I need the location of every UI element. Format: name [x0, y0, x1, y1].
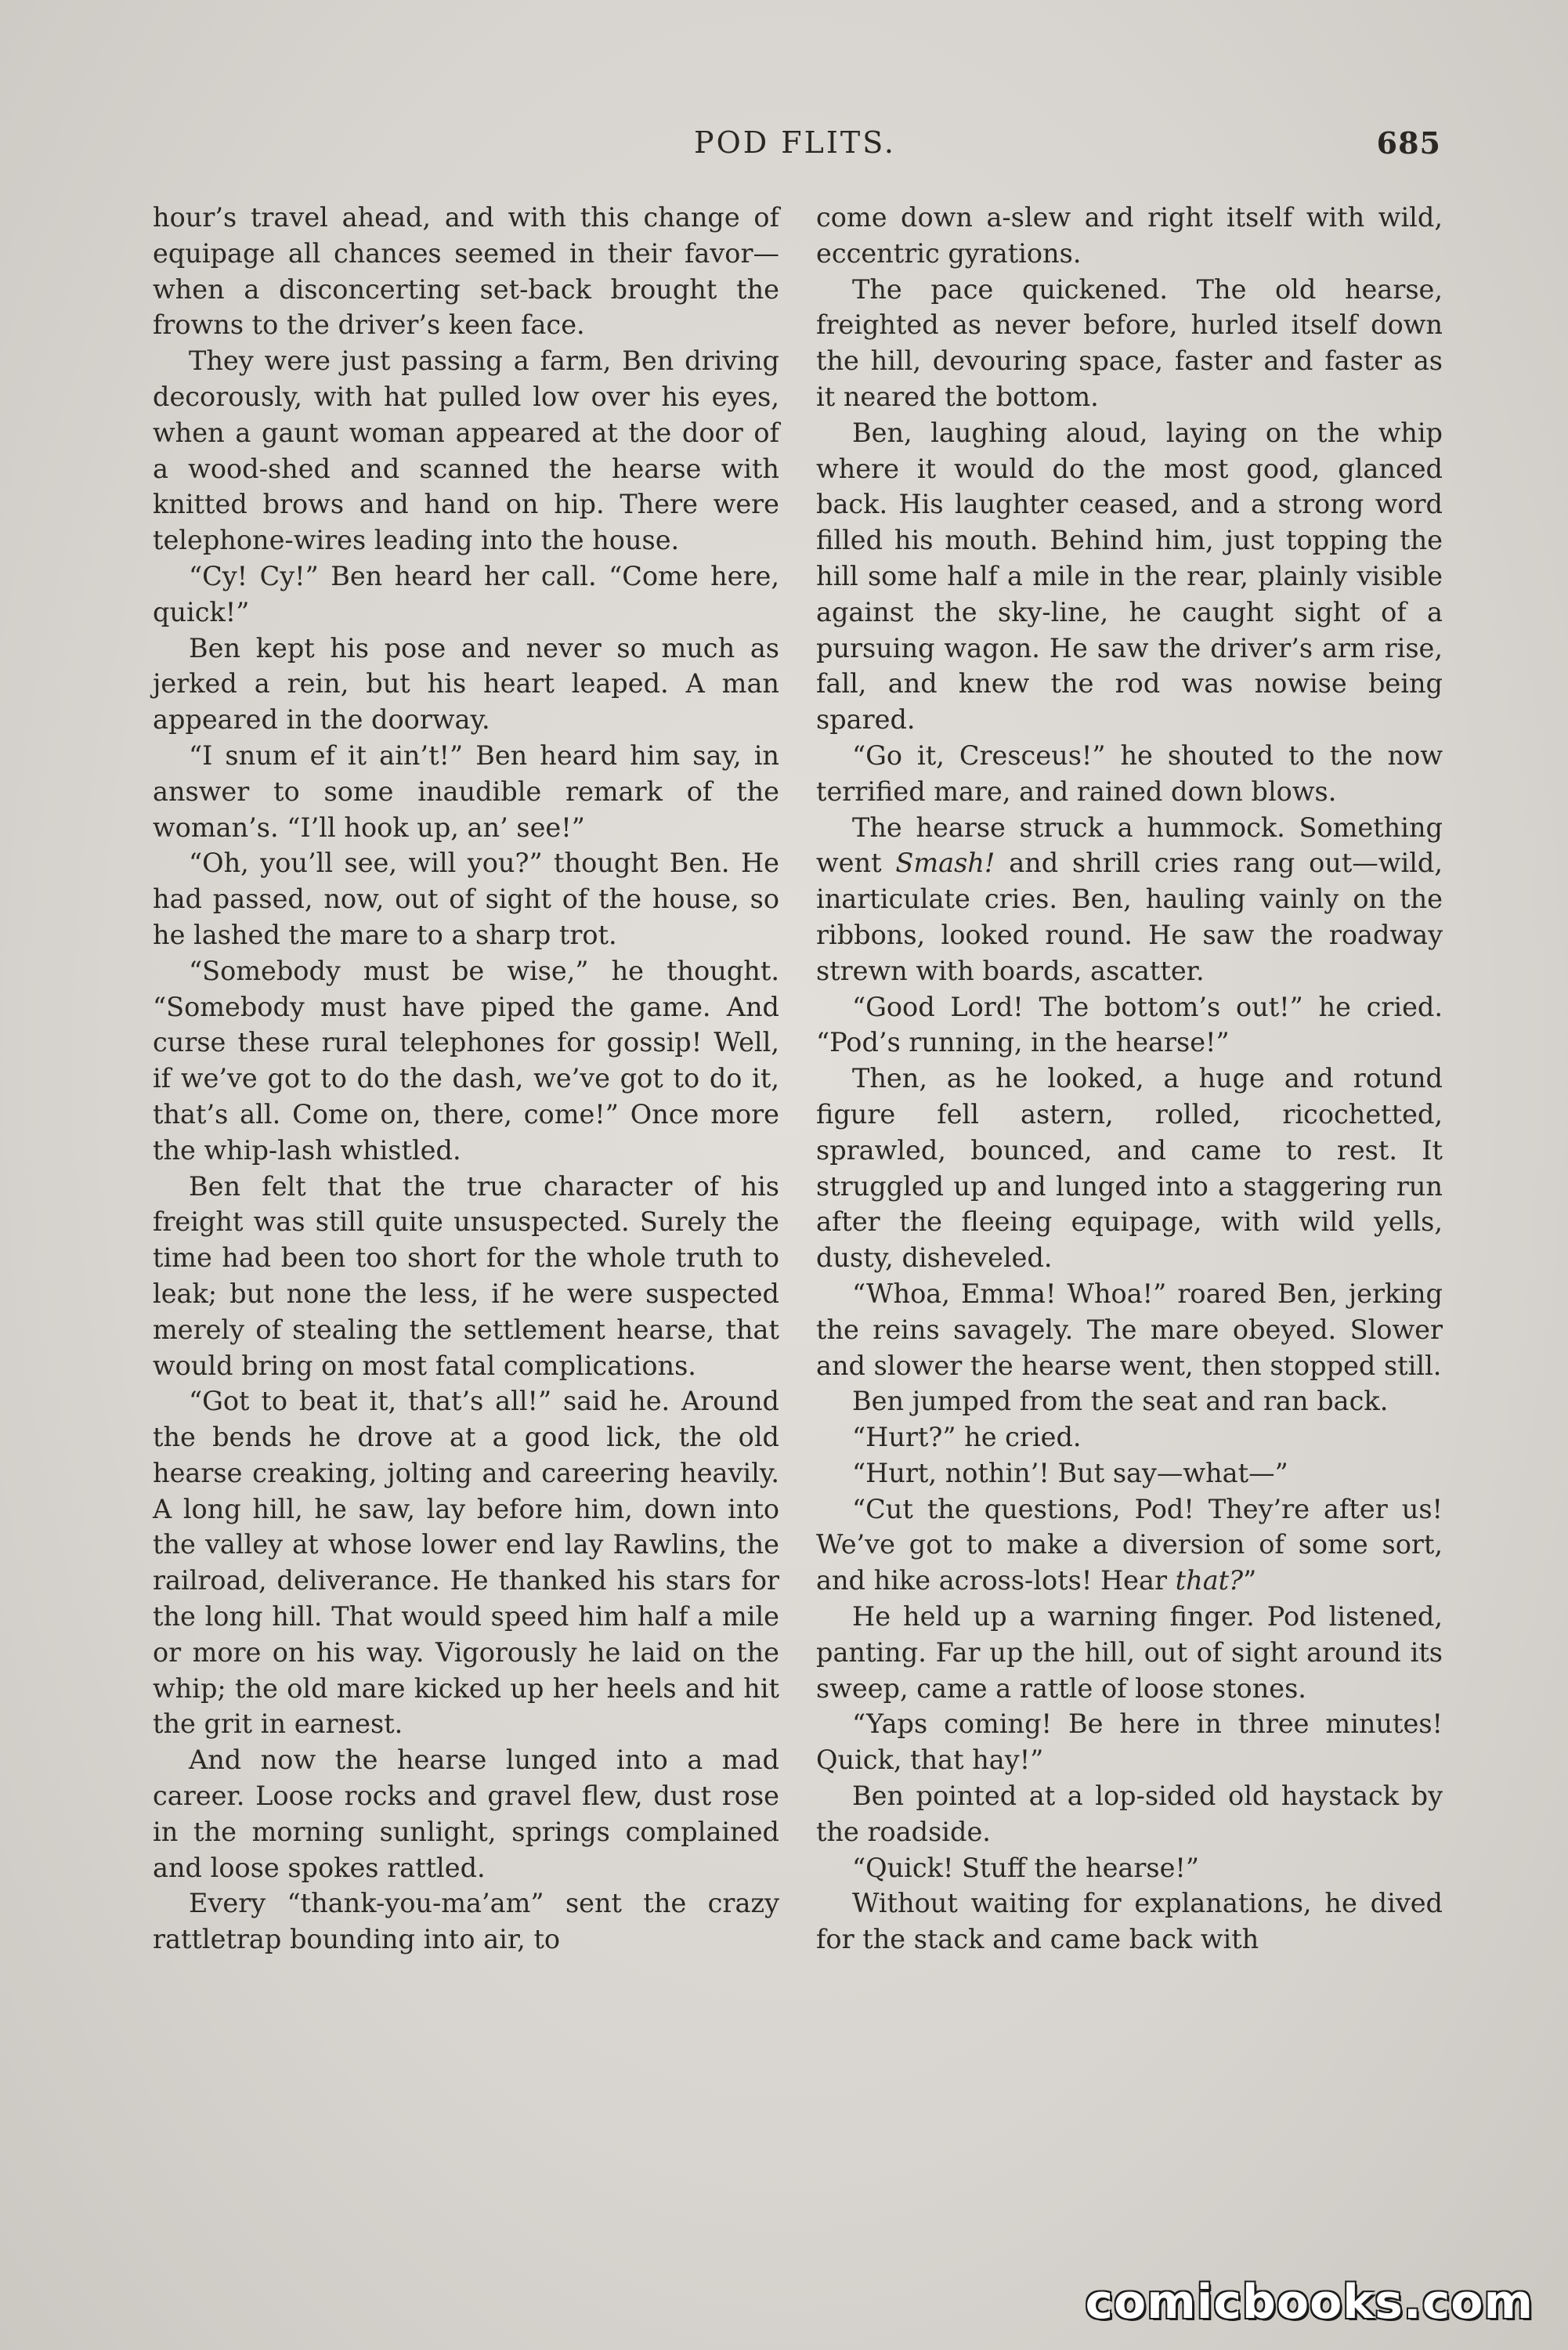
paragraph: Ben, laughing aloud, laying on the whip where it would do the most good, glanced back. His laughter ceased, and a strong word filled his mouth. Behind him, just topping the hill some half a mile in the rear, plainly visible against the sky-line, he caught sight of a pursuing wagon. He saw the driver’s arm rise, fall, and knew the rod was nowise being spared.	[816, 417, 1443, 736]
paragraph: Ben jumped from the seat and ran back.	[852, 1386, 1389, 1417]
paragraph: The pace quickened. The old hearse, freighted as never before, hurled itself down the hill, devouring space, faster and faster as it neared the bottom.	[816, 273, 1443, 412]
paragraph: “Yaps coming! Be here in three minutes! Quick, that hay!”	[816, 1708, 1443, 1776]
right-text-column	[816, 200, 1443, 1958]
watermark-logo: comicbooks.com	[1085, 2275, 1534, 2330]
paragraph: “Hurt?” he cried.	[852, 1422, 1082, 1453]
paragraph: “Oh, you’ll see, will you?” thought Ben. He had passed, now, out of sight of the house, so he lashed the mare to a sharp trot.	[153, 848, 779, 950]
paragraph: The hearse struck a hummock. Something went Smash! and shrill cries rang out—wild, inarticulate cries. Ben, hauling vainly on the ribbons, looked round. He saw the roadway strewn with boards, ascatter.	[816, 812, 1443, 986]
paragraph: Then, as he looked, a huge and rotund figure fell astern, rolled, ricochetted, sprawled, bounced, and came to rest. It struggled up and lunged into a staggering run after the fleeing equipage, with wild yells, dusty, disheveled.	[816, 1063, 1443, 1274]
paragraph: Ben felt that the true character of his freight was still quite unsuspected. Surely the time had been too short for the whole truth to leak; but none the less, if he were suspected merely of stealing the settlement hearse, that would bring on most fatal complications.	[153, 1170, 779, 1381]
paragraph: “Whoa, Emma! Whoa!” roared Ben, jerking the reins savagely. The mare obeyed. Slower and slower the hearse went, then stopped still.	[816, 1278, 1443, 1381]
paragraph: hour’s travel ahead, and with this change of equipage all chances seemed in their favor—when a disconcerting set-back brought the frowns to the driver’s keen face.	[153, 202, 779, 341]
paragraph: “Good Lord! The bottom’s out!” he cried. “Pod’s running, in the hearse!”	[816, 991, 1443, 1058]
paragraph: He held up a warning finger. Pod listened, panting. Far up the hill, out of sight around its sweep, came a rattle of loose stones.	[816, 1601, 1443, 1704]
paragraph: “Cy! Cy!” Ben heard her call. “Come here, quick!”	[153, 560, 779, 627]
page-number: 685	[1376, 125, 1441, 161]
left-text-column	[153, 200, 779, 1958]
paragraph: “Go it, Cresceus!” he shouted to the now terrified mare, and rained down blows.	[816, 739, 1443, 807]
paragraph: They were just passing a farm, Ben driving decorously, with hat pulled low over his eyes, when a gaunt woman appeared at the door of a wood-shed and scanned the hearse with knitted brows and hand on hip. There were telephone-wires leading into the house.	[153, 345, 779, 556]
paragraph: Ben pointed at a lop-sided old haystack by the roadside.	[816, 1781, 1443, 1847]
running-header	[149, 125, 1441, 172]
paragraph: And now the hearse lunged into a mad career. Loose rocks and gravel flew, dust rose in the morning sunlight, springs complained and loose spokes rattled.	[153, 1744, 779, 1883]
paragraph: Every “thank-you-ma’am” sent the crazy rattletrap bounding into air, to	[153, 1888, 779, 1955]
paragraph: “Cut the questions, Pod! They’re after us! We’ve got to make a diversion of some sort, and hike across-lots! Hear that?”	[816, 1493, 1443, 1596]
paragraph: “Hurt, nothin’! But say—what—”	[852, 1457, 1288, 1488]
running-title: POD FLITS.	[694, 125, 896, 160]
paragraph: Ben kept his pose and never so much as jerked a rein, but his heart leaped. A man appeared in the doorway.	[153, 632, 779, 736]
paragraph: “Got to beat it, that’s all!” said he. Around the bends he drove at a good lick, the old hearse creaking, jolting and careering heavily. A long hill, he saw, lay before him, down into the valley at whose lower end lay Rawlins, the railroad, deliverance. He thanked his stars for the long hill. That would speed him half a mile or more on his way. Vigorously he laid on the whip; the old mare kicked up her heels and hit the grit in earnest.	[153, 1386, 779, 1740]
paragraph: “Somebody must be wise,” he thought. “Somebody must have piped the game. And curse these rural telephones for gossip! Well, if we’ve got to do the dash, we’ve got to do it, that’s all. Come on, there, come!” Once more the whip-lash whistled.	[153, 955, 779, 1166]
paragraph: “Quick! Stuff the hearse!”	[852, 1852, 1199, 1883]
paragraph: come down a-slew and right itself with wild, eccentric gyrations.	[816, 202, 1443, 269]
paragraph: “I snum ef it ain’t!” Ben heard him say, in answer to some inaudible remark of the woman’s. “I’ll hook up, an’ see!”	[153, 739, 779, 843]
paragraph: Without waiting for explanations, he dived for the stack and came back with	[816, 1888, 1443, 1955]
